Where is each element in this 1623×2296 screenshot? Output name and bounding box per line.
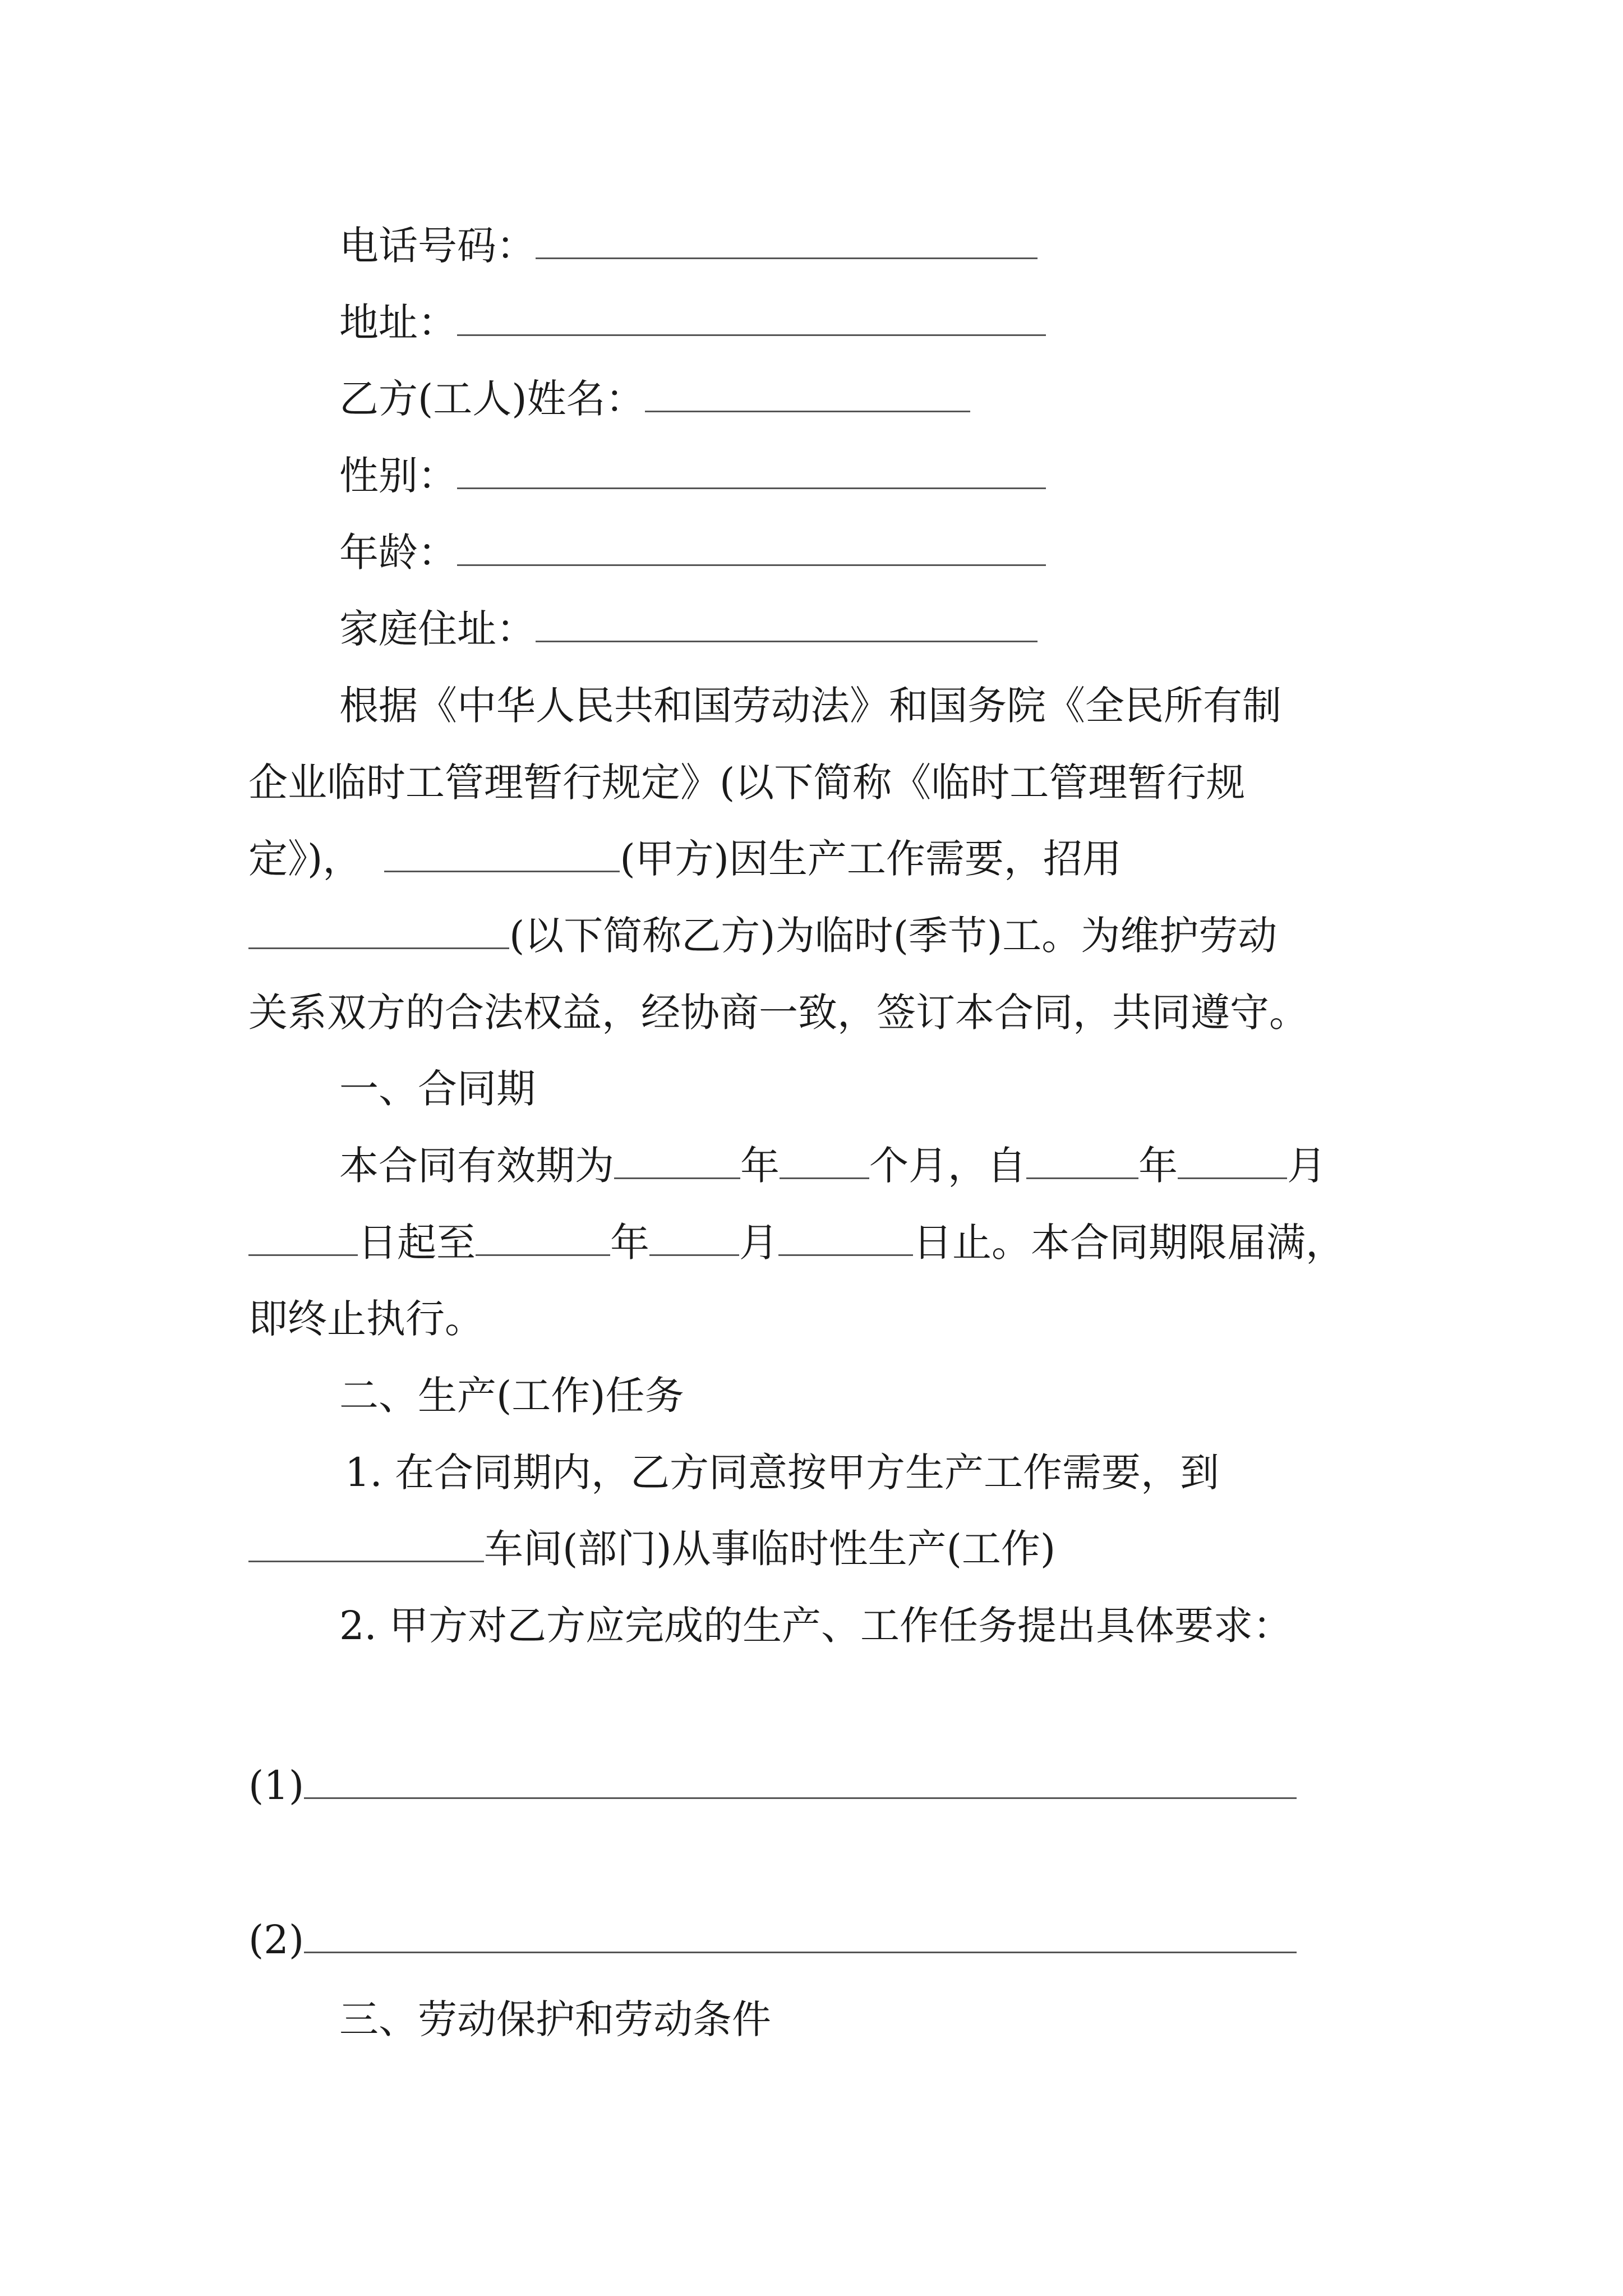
preamble-text: (以下简称乙方)为临时(季节)工。为维护劳动 — [509, 913, 1278, 959]
field-blank[interactable] — [457, 455, 1046, 489]
employer-blank[interactable] — [384, 838, 620, 872]
contract-text: 日起至 — [358, 1220, 476, 1266]
preamble-text: 企业临时工管理暂行规定》(以下简称《临时工管理暂行规 — [248, 760, 1246, 806]
preamble-line-2 — [248, 756, 1245, 809]
field-blank[interactable] — [457, 532, 1046, 566]
end-year-blank[interactable] — [476, 1222, 610, 1256]
sub-item-number: (2) — [248, 1917, 305, 1963]
start-month-blank[interactable] — [1178, 1145, 1287, 1179]
task-text: 2. 甲方对乙方应完成的生产、工作任务提出具体要求： — [339, 1603, 1293, 1649]
field-phone — [339, 219, 1038, 273]
field-address — [339, 296, 1046, 349]
sub-item-number: (1) — [248, 1763, 305, 1809]
start-year-blank[interactable] — [1026, 1145, 1138, 1179]
start-day-blank[interactable] — [248, 1222, 358, 1256]
preamble-text: 关系双方的合法权益，经协商一致，签订本合同，共同遵守。 — [248, 990, 1308, 1036]
contract-text: 年 — [1138, 1143, 1178, 1189]
contract-text: 年 — [610, 1220, 649, 1266]
field-age — [339, 526, 1046, 579]
field-label: 家庭住址： — [339, 606, 536, 652]
contract-text: 即终止执行。 — [248, 1296, 484, 1342]
contract-text: 年 — [740, 1143, 780, 1189]
field-blank[interactable] — [536, 225, 1038, 259]
preamble-line-1 — [339, 679, 1281, 733]
section-3-heading — [339, 1993, 771, 2046]
section-1-heading — [339, 1062, 536, 1116]
task-text: 车间(部门)从事临时性生产(工作) — [484, 1526, 1056, 1572]
section-2-item-1-cont — [248, 1522, 1055, 1576]
section-1-line-3 — [248, 1292, 484, 1346]
preamble-text: 定》)， — [248, 836, 362, 882]
end-month-blank[interactable] — [649, 1222, 739, 1256]
preamble-line-5 — [248, 986, 1308, 1039]
field-gender — [339, 449, 1046, 503]
field-label: 年龄： — [339, 530, 457, 576]
field-blank[interactable] — [457, 302, 1046, 336]
section-heading: 三、劳动保护和劳动条件 — [339, 1996, 771, 2042]
end-day-blank[interactable] — [778, 1222, 913, 1256]
field-label: 乙方(工人)姓名： — [339, 376, 645, 422]
task-text: 1. 在合同期内，乙方同意按甲方生产工作需要，到 — [345, 1450, 1220, 1496]
requirement-2-blank[interactable] — [304, 1919, 1297, 1953]
section-2-sub-2 — [248, 1913, 1297, 1967]
workshop-blank[interactable] — [248, 1528, 484, 1562]
field-home-address — [339, 602, 1038, 656]
preamble-line-4 — [248, 909, 1277, 963]
months-blank[interactable] — [780, 1145, 869, 1179]
employee-blank[interactable] — [248, 915, 509, 949]
contract-text: 本合同有效期为 — [339, 1143, 614, 1189]
preamble-text: 根据《中华人民共和国劳动法》和国务院《全民所有制 — [339, 683, 1281, 729]
section-1-line-1 — [339, 1139, 1326, 1193]
section-1-line-2 — [248, 1216, 1345, 1269]
section-2-item-1 — [345, 1446, 1219, 1499]
field-worker-name — [339, 372, 970, 426]
preamble-text: (甲方)因生产工作需要，招用 — [620, 836, 1122, 882]
field-label: 性别： — [339, 453, 457, 499]
field-blank[interactable] — [645, 378, 970, 412]
field-label: 电话号码： — [339, 223, 536, 269]
field-blank[interactable] — [536, 608, 1038, 642]
section-heading: 二、生产(工作)任务 — [339, 1373, 684, 1419]
section-2-heading — [339, 1369, 684, 1423]
contract-text: 个月，自 — [869, 1143, 1026, 1189]
field-label: 地址： — [339, 300, 457, 346]
contract-text: 月 — [739, 1220, 778, 1266]
contract-text: 日止。本合同期限届满， — [913, 1220, 1345, 1266]
section-heading: 一、合同期 — [339, 1066, 536, 1112]
requirement-1-blank[interactable] — [304, 1765, 1297, 1799]
years-blank[interactable] — [614, 1145, 740, 1179]
section-2-item-2 — [339, 1599, 1292, 1653]
contract-text: 月 — [1287, 1143, 1326, 1189]
preamble-line-3 — [248, 832, 1122, 886]
section-2-sub-1 — [248, 1759, 1297, 1812]
